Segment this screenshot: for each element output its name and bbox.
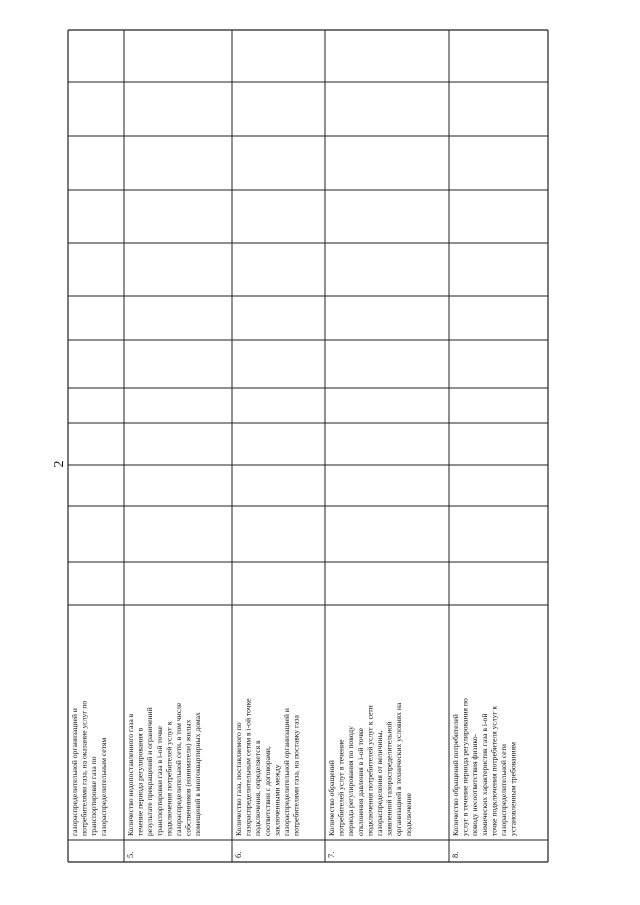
row-description-line: потребителями газа, на поставку газа <box>291 715 301 836</box>
table-row <box>233 698 301 858</box>
row-description-line: подключение <box>403 792 413 836</box>
row-description-line: течение периода регулирования в <box>135 727 145 836</box>
row-description-line: установленным требованиям <box>508 742 518 836</box>
row-description-line: подключения, определяется в <box>253 740 263 836</box>
row-number: 6. <box>233 851 243 858</box>
row-description-line: поводу несоответствия физико- <box>470 733 480 836</box>
row-number: 8. <box>450 851 460 858</box>
row-description-line: Количество газа, поставляемого по <box>234 722 243 836</box>
table-row <box>70 701 108 836</box>
row-description-line: заявленной газораспределительной <box>384 721 394 836</box>
row-description-line: химических характеристик газа в i-ой <box>479 713 489 836</box>
row-description-line: Количество недопоставленного газа в <box>126 713 135 836</box>
row-description-line: газораспределительной организацией и <box>70 708 79 836</box>
row-description-line: организацией в технических условиях на <box>394 702 404 836</box>
row-description-line: Количество обращений потребителей <box>451 714 460 836</box>
row-description-line: подключения потребителей услуг к <box>164 721 174 836</box>
row-description-line: потребителями газа, на оказание услуг по <box>79 700 89 836</box>
row-description-line: заключенными между <box>272 764 282 836</box>
row-description-line: газораспределительной организацией и <box>282 708 291 836</box>
row-description-line: газораспределительной сети, в том числе <box>174 702 183 836</box>
row-description-line: точке подключения потребителя услуг к <box>489 705 499 836</box>
row-description-line: подключения потребителей услуг к сети <box>365 705 375 836</box>
row-description-line: помещений в многоквартирных домах <box>193 712 203 836</box>
row-description-line: соответствии с договорами, <box>262 746 272 836</box>
row-description-line: Количество обращений <box>327 760 336 836</box>
table-row <box>125 702 202 858</box>
row-number: 7. <box>326 851 336 858</box>
row-description-line: газораспределительной сети <box>499 744 508 836</box>
row-description-line: газораспределительным сетям <box>98 737 108 836</box>
row-description-line: транспортировке газа по <box>89 756 99 836</box>
table-row <box>450 698 518 858</box>
row-description-line: газораспределения от величины, <box>375 730 384 836</box>
row-description-line: потребителей услуг в течение <box>336 739 346 836</box>
row-description-line: результате прекращений и ограничений <box>145 707 155 836</box>
table-row <box>326 702 413 858</box>
row-description-line: услуг в течение периода регулирования по <box>460 698 470 836</box>
row-description-line: газораспределительным сетям в i-ой точке <box>243 698 253 836</box>
row-description-line: отклонения давления в i-ой точке <box>355 727 365 836</box>
row-description-line: транспортировки газа в i-ой точке <box>154 726 164 836</box>
row-description-line: периода регулирования по поводу <box>346 726 356 836</box>
row-number: 5. <box>125 851 135 858</box>
page-number: 2 <box>52 460 67 468</box>
row-description-line: собственников (наниматели) жилых <box>183 719 193 836</box>
